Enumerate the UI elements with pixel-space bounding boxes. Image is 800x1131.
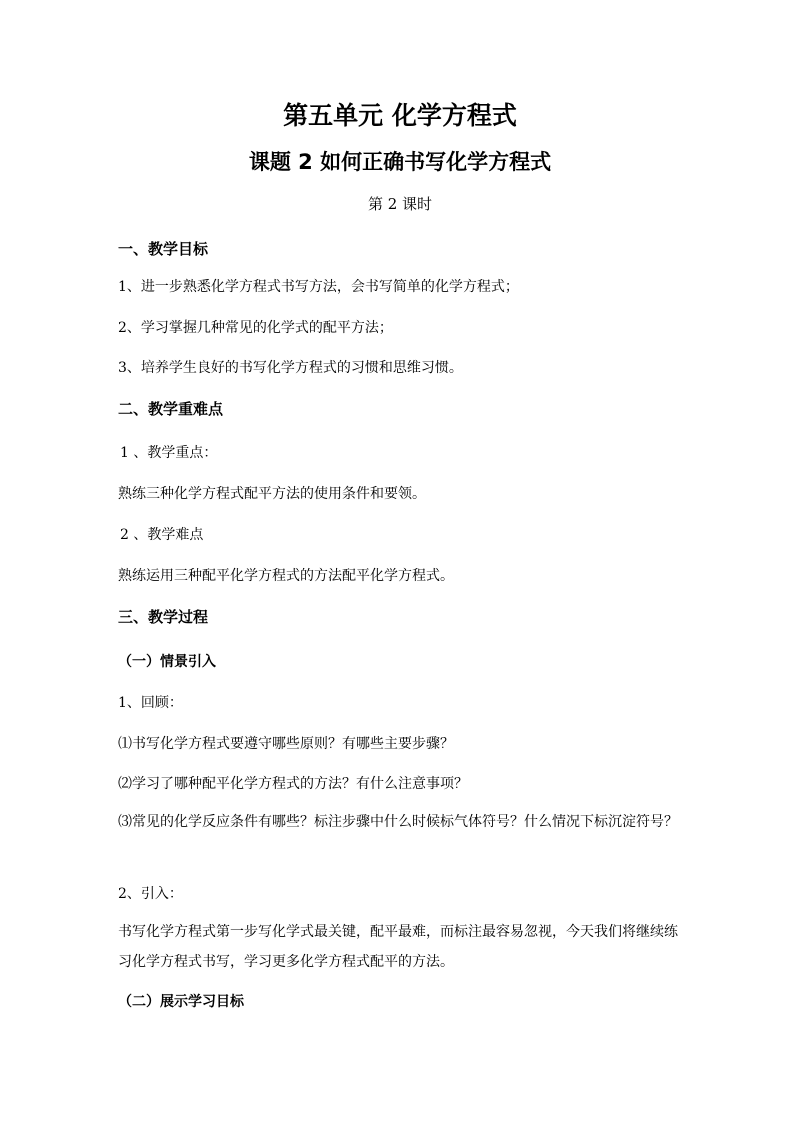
difficult-point-label: 2 、教学难点 bbox=[120, 527, 204, 543]
lesson-title: 课题 2 如何正确书写化学方程式 bbox=[248, 150, 552, 174]
review-label: 1、回顾： bbox=[118, 695, 183, 711]
objective-item: 2、学习掌握几种常见的化学式的配平方法； bbox=[118, 320, 393, 336]
section-heading-process: 三、教学过程 bbox=[118, 608, 209, 626]
key-point-label: 1 、教学重点： bbox=[120, 445, 218, 461]
section-heading-objectives: 一、教学目标 bbox=[118, 240, 209, 258]
subsection-heading: （一）情景引入 bbox=[118, 654, 216, 670]
section-heading-key-points: 二、教学重难点 bbox=[118, 400, 224, 418]
intro-label: 2、引入： bbox=[118, 886, 183, 902]
key-point-text: 熟练三种化学方程式配平方法的使用条件和要领。 bbox=[118, 486, 426, 502]
unit-title: 第五单元 化学方程式 bbox=[283, 101, 517, 130]
review-question: ⑵学习了哪种配平化学方程式的方法？有什么注意事项？ bbox=[118, 776, 468, 792]
review-question: ⑶常见的化学反应条件有哪些？标注步骤中什么时候标气体符号？什么情况下标沉淀符号？ bbox=[118, 814, 678, 830]
intro-paragraph: 书写化学方程式第一步写化学式最关键，配平最难，而标注最容易忽视，今天我们将继续练习化学方程式书写，学习更多化学方程式配平的方法。 bbox=[118, 924, 678, 970]
objective-item: 1、进一步熟悉化学方程式书写方法，会书写简单的化学方程式； bbox=[118, 279, 519, 295]
objective-item: 3、培养学生良好的书写化学方程式的习惯和思维习惯。 bbox=[118, 360, 463, 376]
subsection-heading: （二）展示学习目标 bbox=[118, 994, 244, 1010]
difficult-point-text: 熟练运用三种配平化学方程式的方法配平化学方程式。 bbox=[118, 568, 454, 584]
period-label: 第 2 课时 bbox=[367, 195, 433, 213]
review-question: ⑴书写化学方程式要遵守哪些原则？有哪些主要步骤？ bbox=[118, 736, 454, 752]
